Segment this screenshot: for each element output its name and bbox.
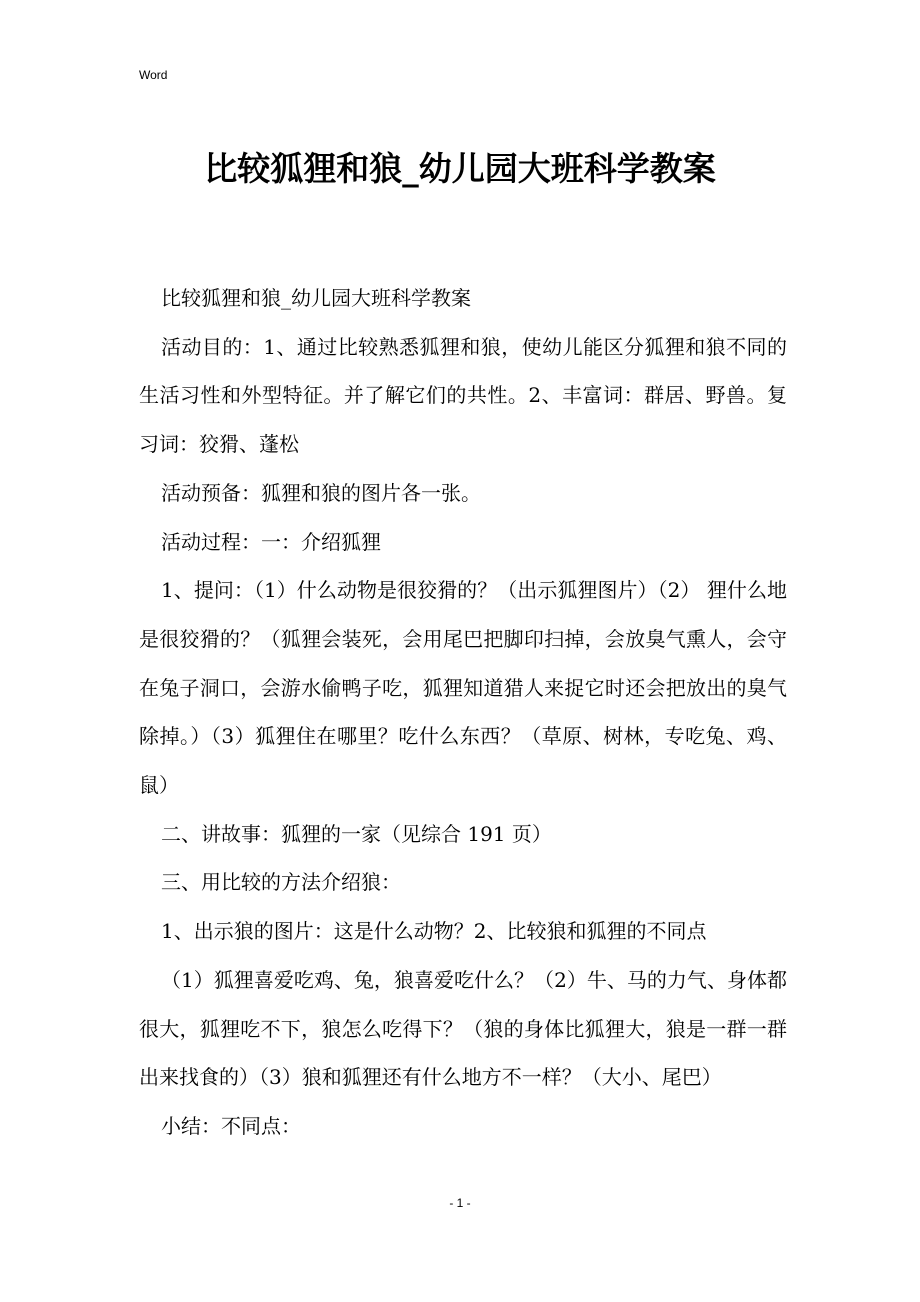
paragraph-activity-goal: 活动目的：1、通过比较熟悉狐狸和狼，使幼儿能区分狐狸和狼不同的生活习性和外型特征。并了解它们的共性。2、丰富词：群居、野兽。复习词：狡猾、蓬松 (139, 334, 787, 457)
paragraph-story: 二、讲故事：狐狸的一家（见综合 191 页） (161, 821, 552, 846)
paragraph-comparison: （1）狐狸喜爱吃鸡、兔，狼喜爱吃什么？（2）牛、马的力气、身体都很大，狐狸吃不下，狼怎么吃得下？（狼的身体比狐狸大，狼是一群一群出来找食的）（3）狼和狐狸还有什么地方不一样？（大小、尾巴） (139, 967, 787, 1090)
paragraph-process-heading: 活动过程：一：介绍狐狸 (161, 529, 381, 554)
paragraph-show-wolf: 1、出示狼的图片：这是什么动物？2、比较狼和狐狸的不同点 (161, 919, 707, 944)
page-number: - 1 - (449, 1196, 471, 1210)
document-body (139, 274, 787, 1151)
header-app-label: Word (139, 68, 168, 82)
document-title: 比较狐狸和狼_幼儿园大班科学教案 (204, 149, 716, 188)
paragraph-preparation: 活动预备：狐狸和狼的图片各一张。 (161, 480, 481, 505)
paragraph-summary: 小结：不同点： (161, 1113, 301, 1138)
paragraph-compare-heading: 三、用比较的方法介绍狼： (161, 870, 401, 895)
paragraph-subtitle: 比较狐狸和狼_幼儿园大班科学教案 (161, 286, 471, 310)
paragraph-questions: 1、提问：（1）什么动物是很狡猾的？（出示狐狸图片）（2） 狸什么地是很狡猾的？（狐狸会装死，会用尾巴把脚印扫掉，会放臭气熏人，会守在兔子洞口，会游水偷鸭子吃，狐狸知道猎人来捉它时还会把放出的臭气除掉。）（3）狐狸住在哪里？吃什么东西？（草原、树林，专吃兔、鸡、鼠） (139, 578, 787, 798)
